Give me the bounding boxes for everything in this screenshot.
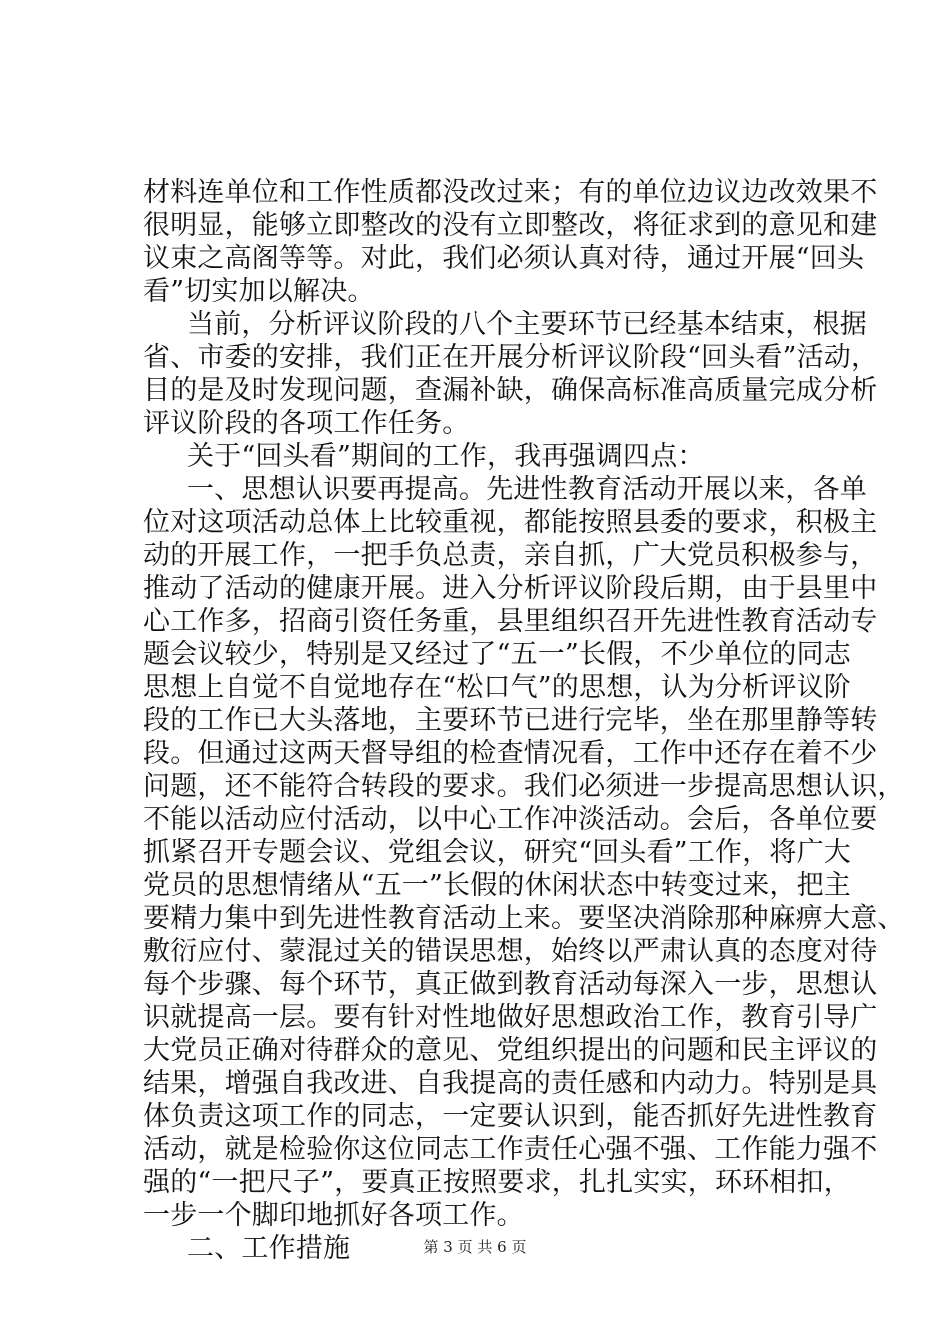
text-line: 位对这项活动总体上比较重视，都能按照县委的要求，积极主	[143, 507, 878, 538]
text-line: 结果，增强自我改进、自我提高的责任感和内动力。特别是具	[143, 1068, 878, 1099]
page-number-footer: 第 3 页 共 6 页	[423, 1238, 527, 1256]
text-line: 每个步骤、每个环节，真正做到教育活动每深入一步，思想认	[143, 969, 878, 1000]
text-line: 材料连单位和工作性质都没改过来；有的单位边议边改效果不	[143, 177, 878, 208]
text-line: 党员的思想情绪从“五一”长假的休闲状态中转变过来，把主	[143, 870, 852, 901]
text-line: 一、思想认识要再提高。先进性教育活动开展以来，各单	[187, 474, 867, 505]
text-line: 二、工作措施	[187, 1233, 351, 1264]
text-line: 动的开展工作，一把手负总责，亲自抓，广大党员积极参与，	[143, 540, 878, 571]
text-line: 一步一个脚印地抓好各项工作。	[143, 1200, 524, 1231]
text-line: 议束之高阁等等。对此，我们必须认真对待，通过开展“回头	[143, 243, 865, 274]
document-body	[143, 176, 905, 1265]
text-line: 目的是及时发现问题，查漏补缺，确保高标准高质量完成分析	[143, 375, 878, 406]
text-line: 活动，就是检验你这位同志工作责任心强不强、工作能力强不	[143, 1134, 878, 1165]
text-line: 段的工作已大头落地，主要环节已进行完毕，坐在那里静等转	[143, 705, 878, 736]
text-line: 评议阶段的各项工作任务。	[143, 408, 470, 439]
text-line: 问题，还不能符合转段的要求。我们必须进一步提高思想认识，	[143, 771, 905, 802]
text-line: 推动了活动的健康开展。进入分析评议阶段后期，由于县里中	[143, 573, 878, 604]
text-line: 题会议较少，特别是又经过了“五一”长假，不少单位的同志	[143, 639, 852, 670]
text-line: 看”切实加以解决。	[143, 276, 375, 307]
text-line: 强的“一把尺子”，要真正按照要求，扎扎实实，环环相扣，	[143, 1167, 852, 1198]
text-line: 敷衍应付、蒙混过关的错误思想，始终以严肃认真的态度对待	[143, 936, 878, 967]
text-line: 思想上自觉不自觉地存在“松口气”的思想，认为分析评议阶	[143, 672, 852, 703]
text-line: 省、市委的安排，我们正在开展分析评议阶段“回头看”活动，	[143, 342, 879, 373]
text-line: 心工作多，招商引资任务重，县里组织召开先进性教育活动专	[143, 606, 878, 637]
text-line: 识就提高一层。要有针对性地做好思想政治工作，教育引导广	[143, 1002, 878, 1033]
text-line: 不能以活动应付活动，以中心工作冲淡活动。会后，各单位要	[143, 804, 878, 835]
text-line: 段。但通过这两天督导组的检查情况看，工作中还存在着不少	[143, 738, 878, 769]
text-line: 抓紧召开专题会议、党组会议，研究“回头看”工作，将广大	[143, 837, 852, 868]
text-line: 当前，分析评议阶段的八个主要环节已经基本结束，根据	[187, 309, 867, 340]
text-line: 要精力集中到先进性教育活动上来。要坚决消除那种麻痹大意、	[143, 903, 905, 934]
text-line: 很明显，能够立即整改的没有立即整改，将征求到的意见和建	[143, 210, 878, 241]
text-line: 体负责这项工作的同志，一定要认识到，能否抓好先进性教育	[143, 1101, 878, 1132]
text-line: 关于“回头看”期间的工作，我再强调四点：	[187, 441, 705, 472]
text-line: 大党员正确对待群众的意见、党组织提出的问题和民主评议的	[143, 1035, 878, 1066]
